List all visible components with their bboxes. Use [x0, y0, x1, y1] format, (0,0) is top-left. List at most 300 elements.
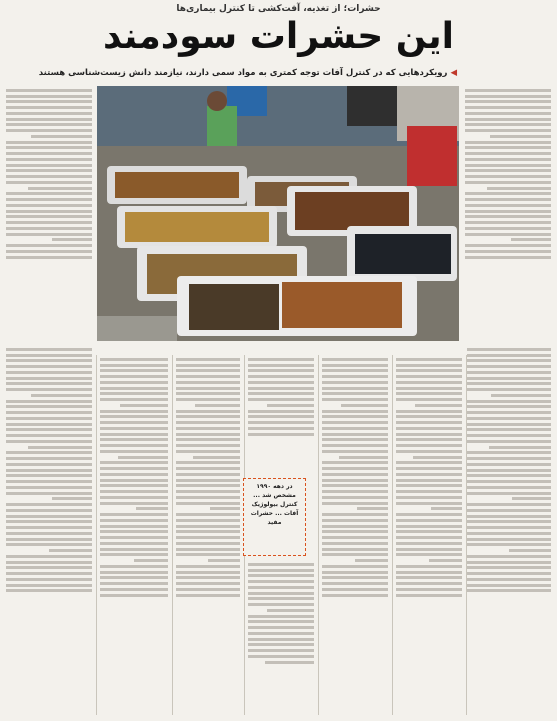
text-line-placeholder [176, 381, 240, 384]
text-line-placeholder [6, 371, 92, 374]
text-line-placeholder [176, 582, 240, 585]
text-line-placeholder [100, 410, 168, 413]
text-line-placeholder [100, 553, 168, 556]
text-line-placeholder [322, 421, 388, 424]
text-line-placeholder [6, 175, 92, 178]
text-line-placeholder [6, 221, 92, 224]
text-line-placeholder [6, 382, 92, 385]
text-line-placeholder [465, 198, 551, 201]
text-line-placeholder [6, 129, 92, 132]
text-line-placeholder [248, 592, 314, 595]
text-line-placeholder [248, 615, 314, 618]
text-line-placeholder [467, 348, 551, 351]
text-line-placeholder [6, 106, 92, 109]
text-line-placeholder [100, 479, 168, 482]
text-line-placeholder [396, 588, 462, 591]
text-line-placeholder [341, 404, 388, 407]
text-line-placeholder [248, 643, 314, 646]
text-line-placeholder [176, 364, 240, 367]
text-line-placeholder [248, 398, 314, 401]
insect-tray [177, 276, 417, 336]
text-line-placeholder [396, 594, 462, 597]
text-line-placeholder [322, 565, 388, 568]
text-line-placeholder [396, 375, 462, 378]
text-line-placeholder [248, 387, 314, 390]
text-line-placeholder [176, 525, 240, 528]
text-line-placeholder [100, 594, 168, 597]
text-line-placeholder [467, 411, 551, 414]
text-line-placeholder [429, 559, 462, 562]
text-line-placeholder [176, 548, 240, 551]
text-lines [100, 358, 168, 597]
text-line-placeholder [248, 364, 314, 367]
text-line-placeholder [6, 164, 92, 167]
text-line-placeholder [465, 118, 551, 121]
text-line-placeholder [176, 519, 240, 522]
text-line-placeholder [396, 392, 462, 395]
text-line-placeholder [396, 450, 462, 453]
text-line-placeholder [6, 198, 92, 201]
text-line-placeholder [100, 542, 168, 545]
text-line-placeholder [322, 582, 388, 585]
text-line-placeholder [6, 256, 92, 259]
text-line-placeholder [396, 490, 462, 493]
text-line-placeholder [322, 415, 388, 418]
text-line-placeholder [467, 509, 551, 512]
text-line-placeholder [267, 404, 314, 407]
text-line-placeholder [100, 369, 168, 372]
text-line-placeholder [100, 519, 168, 522]
text-line-placeholder [322, 398, 388, 401]
text-line-placeholder [6, 417, 92, 420]
text-line-placeholder [322, 548, 388, 551]
text-line-placeholder [465, 210, 551, 213]
text-line-placeholder [355, 559, 388, 562]
text-line-placeholder [6, 469, 92, 472]
text-line-placeholder [339, 456, 388, 459]
text-line-placeholder [396, 484, 462, 487]
text-line-placeholder [467, 474, 551, 477]
text-line-placeholder [176, 410, 240, 413]
text-line-placeholder [176, 576, 240, 579]
text-line-placeholder [467, 520, 551, 523]
text-line-placeholder [322, 467, 388, 470]
text-line-placeholder [176, 502, 240, 505]
article-lead-text: رویکردهایی که در کنترل آفات توجه کمتری به مواد سمی دارند، نیازمند دانش زیست‌شناسی هستند [38, 68, 448, 78]
text-line-placeholder [396, 479, 462, 482]
text-line-placeholder [6, 152, 92, 155]
text-line-placeholder [6, 578, 92, 581]
column-divider [96, 355, 97, 715]
text-line-placeholder [467, 486, 551, 489]
text-line-placeholder [176, 392, 240, 395]
text-line-placeholder [6, 118, 92, 121]
text-line-placeholder [6, 584, 92, 587]
text-line-placeholder [31, 135, 92, 138]
text-line-placeholder [100, 490, 168, 493]
text-line-placeholder [396, 433, 462, 436]
text-line-placeholder [248, 603, 314, 606]
text-line-placeholder [396, 530, 462, 533]
text-line-placeholder [6, 95, 92, 98]
text-line-placeholder [176, 484, 240, 487]
text-line-placeholder [6, 233, 92, 236]
text-line-placeholder [467, 572, 551, 575]
text-line-placeholder [465, 169, 551, 172]
text-line-placeholder [396, 496, 462, 499]
text-line-placeholder [176, 496, 240, 499]
text-line-placeholder [248, 410, 314, 413]
text-column-upper-left [6, 86, 92, 341]
text-line-placeholder [267, 609, 314, 612]
text-line-placeholder [248, 626, 314, 629]
text-line-placeholder [511, 238, 551, 241]
text-line-placeholder [465, 152, 551, 155]
text-column-lower-2 [100, 355, 168, 715]
text-line-placeholder [176, 565, 240, 568]
text-line-placeholder [467, 480, 551, 483]
insect-tray [117, 206, 277, 248]
text-line-placeholder [322, 588, 388, 591]
text-line-placeholder [6, 112, 92, 115]
text-line-placeholder [415, 404, 462, 407]
text-line-placeholder [100, 392, 168, 395]
text-line-placeholder [396, 369, 462, 372]
text-line-placeholder [31, 394, 92, 397]
text-line-placeholder [322, 576, 388, 579]
text-lines [396, 358, 462, 597]
text-line-placeholder [467, 492, 551, 495]
text-line-placeholder [100, 548, 168, 551]
text-column-lower-6 [396, 355, 462, 715]
text-lines [176, 358, 240, 597]
text-line-placeholder [176, 375, 240, 378]
text-line-placeholder [396, 519, 462, 522]
article-photo [97, 86, 459, 341]
insect-market-photo [97, 86, 459, 341]
text-line-placeholder [136, 507, 168, 510]
text-line-placeholder [6, 405, 92, 408]
text-line-placeholder [467, 469, 551, 472]
text-line-placeholder [465, 181, 551, 184]
text-line-placeholder [322, 387, 388, 390]
text-line-placeholder [176, 530, 240, 533]
text-line-placeholder [100, 576, 168, 579]
text-line-placeholder [6, 365, 92, 368]
text-line-placeholder [467, 359, 551, 362]
text-line-placeholder [467, 515, 551, 518]
text-line-placeholder [248, 381, 314, 384]
text-column-lower-3 [176, 355, 240, 715]
text-line-placeholder [322, 461, 388, 464]
text-line-placeholder [322, 410, 388, 413]
text-line-placeholder [248, 369, 314, 372]
text-line-placeholder [176, 490, 240, 493]
text-line-placeholder [6, 480, 92, 483]
text-line-placeholder [396, 438, 462, 441]
text-line-placeholder [120, 404, 168, 407]
text-line-placeholder [467, 526, 551, 529]
text-line-placeholder [6, 589, 92, 592]
text-line-placeholder [6, 354, 92, 357]
text-line-placeholder [176, 369, 240, 372]
text-line-placeholder [465, 256, 551, 259]
text-line-placeholder [248, 392, 314, 395]
text-line-placeholder [396, 381, 462, 384]
text-line-placeholder [6, 538, 92, 541]
text-lines [6, 348, 92, 593]
text-line-placeholder [100, 530, 168, 533]
text-line-placeholder [248, 638, 314, 641]
text-line-placeholder [465, 123, 551, 126]
insect-tray [107, 166, 247, 204]
text-line-placeholder [248, 655, 314, 658]
text-line-placeholder [322, 381, 388, 384]
text-line-placeholder [100, 358, 168, 361]
text-line-placeholder [396, 427, 462, 430]
text-line-placeholder [322, 496, 388, 499]
text-column-lower-5 [322, 355, 388, 715]
text-line-placeholder [467, 543, 551, 546]
text-line-placeholder [322, 438, 388, 441]
text-line-placeholder [396, 467, 462, 470]
text-line-placeholder [465, 250, 551, 253]
text-line-placeholder [6, 400, 92, 403]
text-line-placeholder [6, 411, 92, 414]
text-line-placeholder [512, 497, 551, 500]
text-line-placeholder [6, 474, 92, 477]
text-line-placeholder [248, 563, 314, 566]
text-line-placeholder [467, 555, 551, 558]
text-line-placeholder [6, 123, 92, 126]
text-line-placeholder [322, 479, 388, 482]
text-line-placeholder [465, 233, 551, 236]
text-line-placeholder [465, 175, 551, 178]
text-line-placeholder [396, 525, 462, 528]
text-line-placeholder [431, 507, 462, 510]
text-line-placeholder [396, 421, 462, 424]
text-line-placeholder [176, 461, 240, 464]
text-line-placeholder [6, 388, 92, 391]
text-line-placeholder [210, 507, 240, 510]
text-line-placeholder [248, 586, 314, 589]
text-line-placeholder [465, 129, 551, 132]
text-line-placeholder [465, 141, 551, 144]
text-line-placeholder [396, 553, 462, 556]
text-line-placeholder [176, 473, 240, 476]
text-line-placeholder [396, 398, 462, 401]
text-line-placeholder [6, 492, 92, 495]
text-line-placeholder [467, 578, 551, 581]
text-line-placeholder [509, 549, 551, 552]
text-line-placeholder [489, 446, 551, 449]
text-line-placeholder [467, 434, 551, 437]
text-line-placeholder [176, 594, 240, 597]
text-lines [465, 89, 551, 259]
text-line-placeholder [396, 576, 462, 579]
text-line-placeholder [396, 542, 462, 545]
text-line-placeholder [100, 536, 168, 539]
text-line-placeholder [248, 415, 314, 418]
text-column-lower-4 [248, 355, 314, 475]
text-line-placeholder [100, 364, 168, 367]
text-line-placeholder [6, 146, 92, 149]
text-line-placeholder [6, 486, 92, 489]
text-line-placeholder [6, 158, 92, 161]
article-kicker: حشرات؛ از تغذیه، آفت‌کشی تا کنترل بیماری‌ها [176, 4, 381, 14]
text-line-placeholder [467, 365, 551, 368]
text-line-placeholder [467, 503, 551, 506]
text-line-placeholder [467, 417, 551, 420]
text-line-placeholder [465, 192, 551, 195]
text-line-placeholder [467, 463, 551, 466]
text-line-placeholder [248, 597, 314, 600]
text-line-placeholder [322, 484, 388, 487]
article-headline: این حشرات سودمند [102, 16, 455, 57]
text-line-placeholder [465, 106, 551, 109]
text-line-placeholder [465, 158, 551, 161]
text-line-placeholder [100, 421, 168, 424]
text-line-placeholder [396, 461, 462, 464]
text-line-placeholder [100, 438, 168, 441]
text-line-placeholder [322, 594, 388, 597]
text-line-placeholder [6, 181, 92, 184]
text-line-placeholder [467, 457, 551, 460]
text-line-placeholder [396, 410, 462, 413]
text-line-placeholder [6, 348, 92, 351]
text-line-placeholder [118, 456, 168, 459]
text-line-placeholder [396, 358, 462, 361]
text-line-placeholder [248, 580, 314, 583]
text-line-placeholder [322, 364, 388, 367]
text-line-placeholder [322, 553, 388, 556]
text-line-placeholder [322, 525, 388, 528]
text-line-placeholder [248, 632, 314, 635]
text-line-placeholder [396, 548, 462, 551]
text-line-placeholder [396, 513, 462, 516]
text-line-placeholder [322, 542, 388, 545]
text-line-placeholder [176, 571, 240, 574]
text-line-placeholder [176, 536, 240, 539]
text-line-placeholder [6, 204, 92, 207]
text-line-placeholder [465, 227, 551, 230]
text-line-placeholder [396, 502, 462, 505]
text-line-placeholder [467, 382, 551, 385]
text-line-placeholder [52, 238, 92, 241]
text-line-placeholder [176, 398, 240, 401]
text-lines [322, 358, 388, 597]
text-line-placeholder [465, 204, 551, 207]
text-line-placeholder [265, 661, 314, 664]
text-line-placeholder [176, 513, 240, 516]
text-line-placeholder [491, 394, 551, 397]
text-line-placeholder [322, 473, 388, 476]
text-line-placeholder [322, 392, 388, 395]
text-line-placeholder [49, 549, 92, 552]
text-line-placeholder [100, 473, 168, 476]
text-line-placeholder [322, 536, 388, 539]
text-line-placeholder [176, 588, 240, 591]
text-line-placeholder [100, 375, 168, 378]
text-line-placeholder [6, 451, 92, 454]
text-line-placeholder [6, 566, 92, 569]
text-line-placeholder [6, 509, 92, 512]
text-line-placeholder [6, 520, 92, 523]
text-line-placeholder [176, 415, 240, 418]
text-line-placeholder [100, 450, 168, 453]
text-line-placeholder [6, 428, 92, 431]
text-line-placeholder [28, 446, 92, 449]
text-line-placeholder [322, 490, 388, 493]
text-line-placeholder [176, 467, 240, 470]
text-lines [248, 358, 314, 436]
text-line-placeholder [6, 561, 92, 564]
text-line-placeholder [100, 582, 168, 585]
article-lead [38, 68, 457, 78]
text-line-placeholder [467, 388, 551, 391]
text-line-placeholder [322, 358, 388, 361]
text-line-placeholder [248, 574, 314, 577]
text-line-placeholder [396, 571, 462, 574]
text-line-placeholder [6, 89, 92, 92]
text-line-placeholder [467, 451, 551, 454]
text-line-placeholder [100, 525, 168, 528]
text-line-placeholder [467, 423, 551, 426]
text-line-placeholder [6, 440, 92, 443]
pull-quote-box: در دهه ۱۹۹۰ مشخص شد ... کنترل بیولوژیک آفات ... حشرات مفید [243, 478, 306, 556]
text-line-placeholder [467, 584, 551, 587]
text-line-placeholder [6, 377, 92, 380]
text-line-placeholder [248, 649, 314, 652]
text-line-placeholder [467, 400, 551, 403]
text-line-placeholder [396, 565, 462, 568]
text-line-placeholder [322, 433, 388, 436]
text-line-placeholder [487, 187, 551, 190]
text-line-placeholder [6, 457, 92, 460]
text-line-placeholder [248, 358, 314, 361]
text-line-placeholder [465, 215, 551, 218]
text-line-placeholder [467, 377, 551, 380]
text-line-placeholder [6, 434, 92, 437]
text-line-placeholder [322, 502, 388, 505]
text-line-placeholder [176, 427, 240, 430]
text-line-placeholder [176, 450, 240, 453]
text-column-lower-1 [6, 345, 92, 715]
text-line-placeholder [193, 456, 240, 459]
text-line-placeholder [100, 427, 168, 430]
text-line-placeholder [176, 433, 240, 436]
text-line-placeholder [467, 405, 551, 408]
text-line-placeholder [6, 250, 92, 253]
text-line-placeholder [176, 542, 240, 545]
text-line-placeholder [100, 444, 168, 447]
text-line-placeholder [322, 369, 388, 372]
text-line-placeholder [467, 354, 551, 357]
text-line-placeholder [176, 438, 240, 441]
column-divider [172, 355, 173, 715]
text-line-placeholder [6, 169, 92, 172]
text-line-placeholder [6, 215, 92, 218]
text-line-placeholder [6, 100, 92, 103]
text-line-placeholder [6, 244, 92, 247]
column-divider [392, 355, 393, 715]
text-line-placeholder [6, 141, 92, 144]
text-line-placeholder [6, 572, 92, 575]
text-line-placeholder [6, 227, 92, 230]
text-line-placeholder [6, 359, 92, 362]
text-line-placeholder [465, 95, 551, 98]
text-line-placeholder [28, 187, 92, 190]
